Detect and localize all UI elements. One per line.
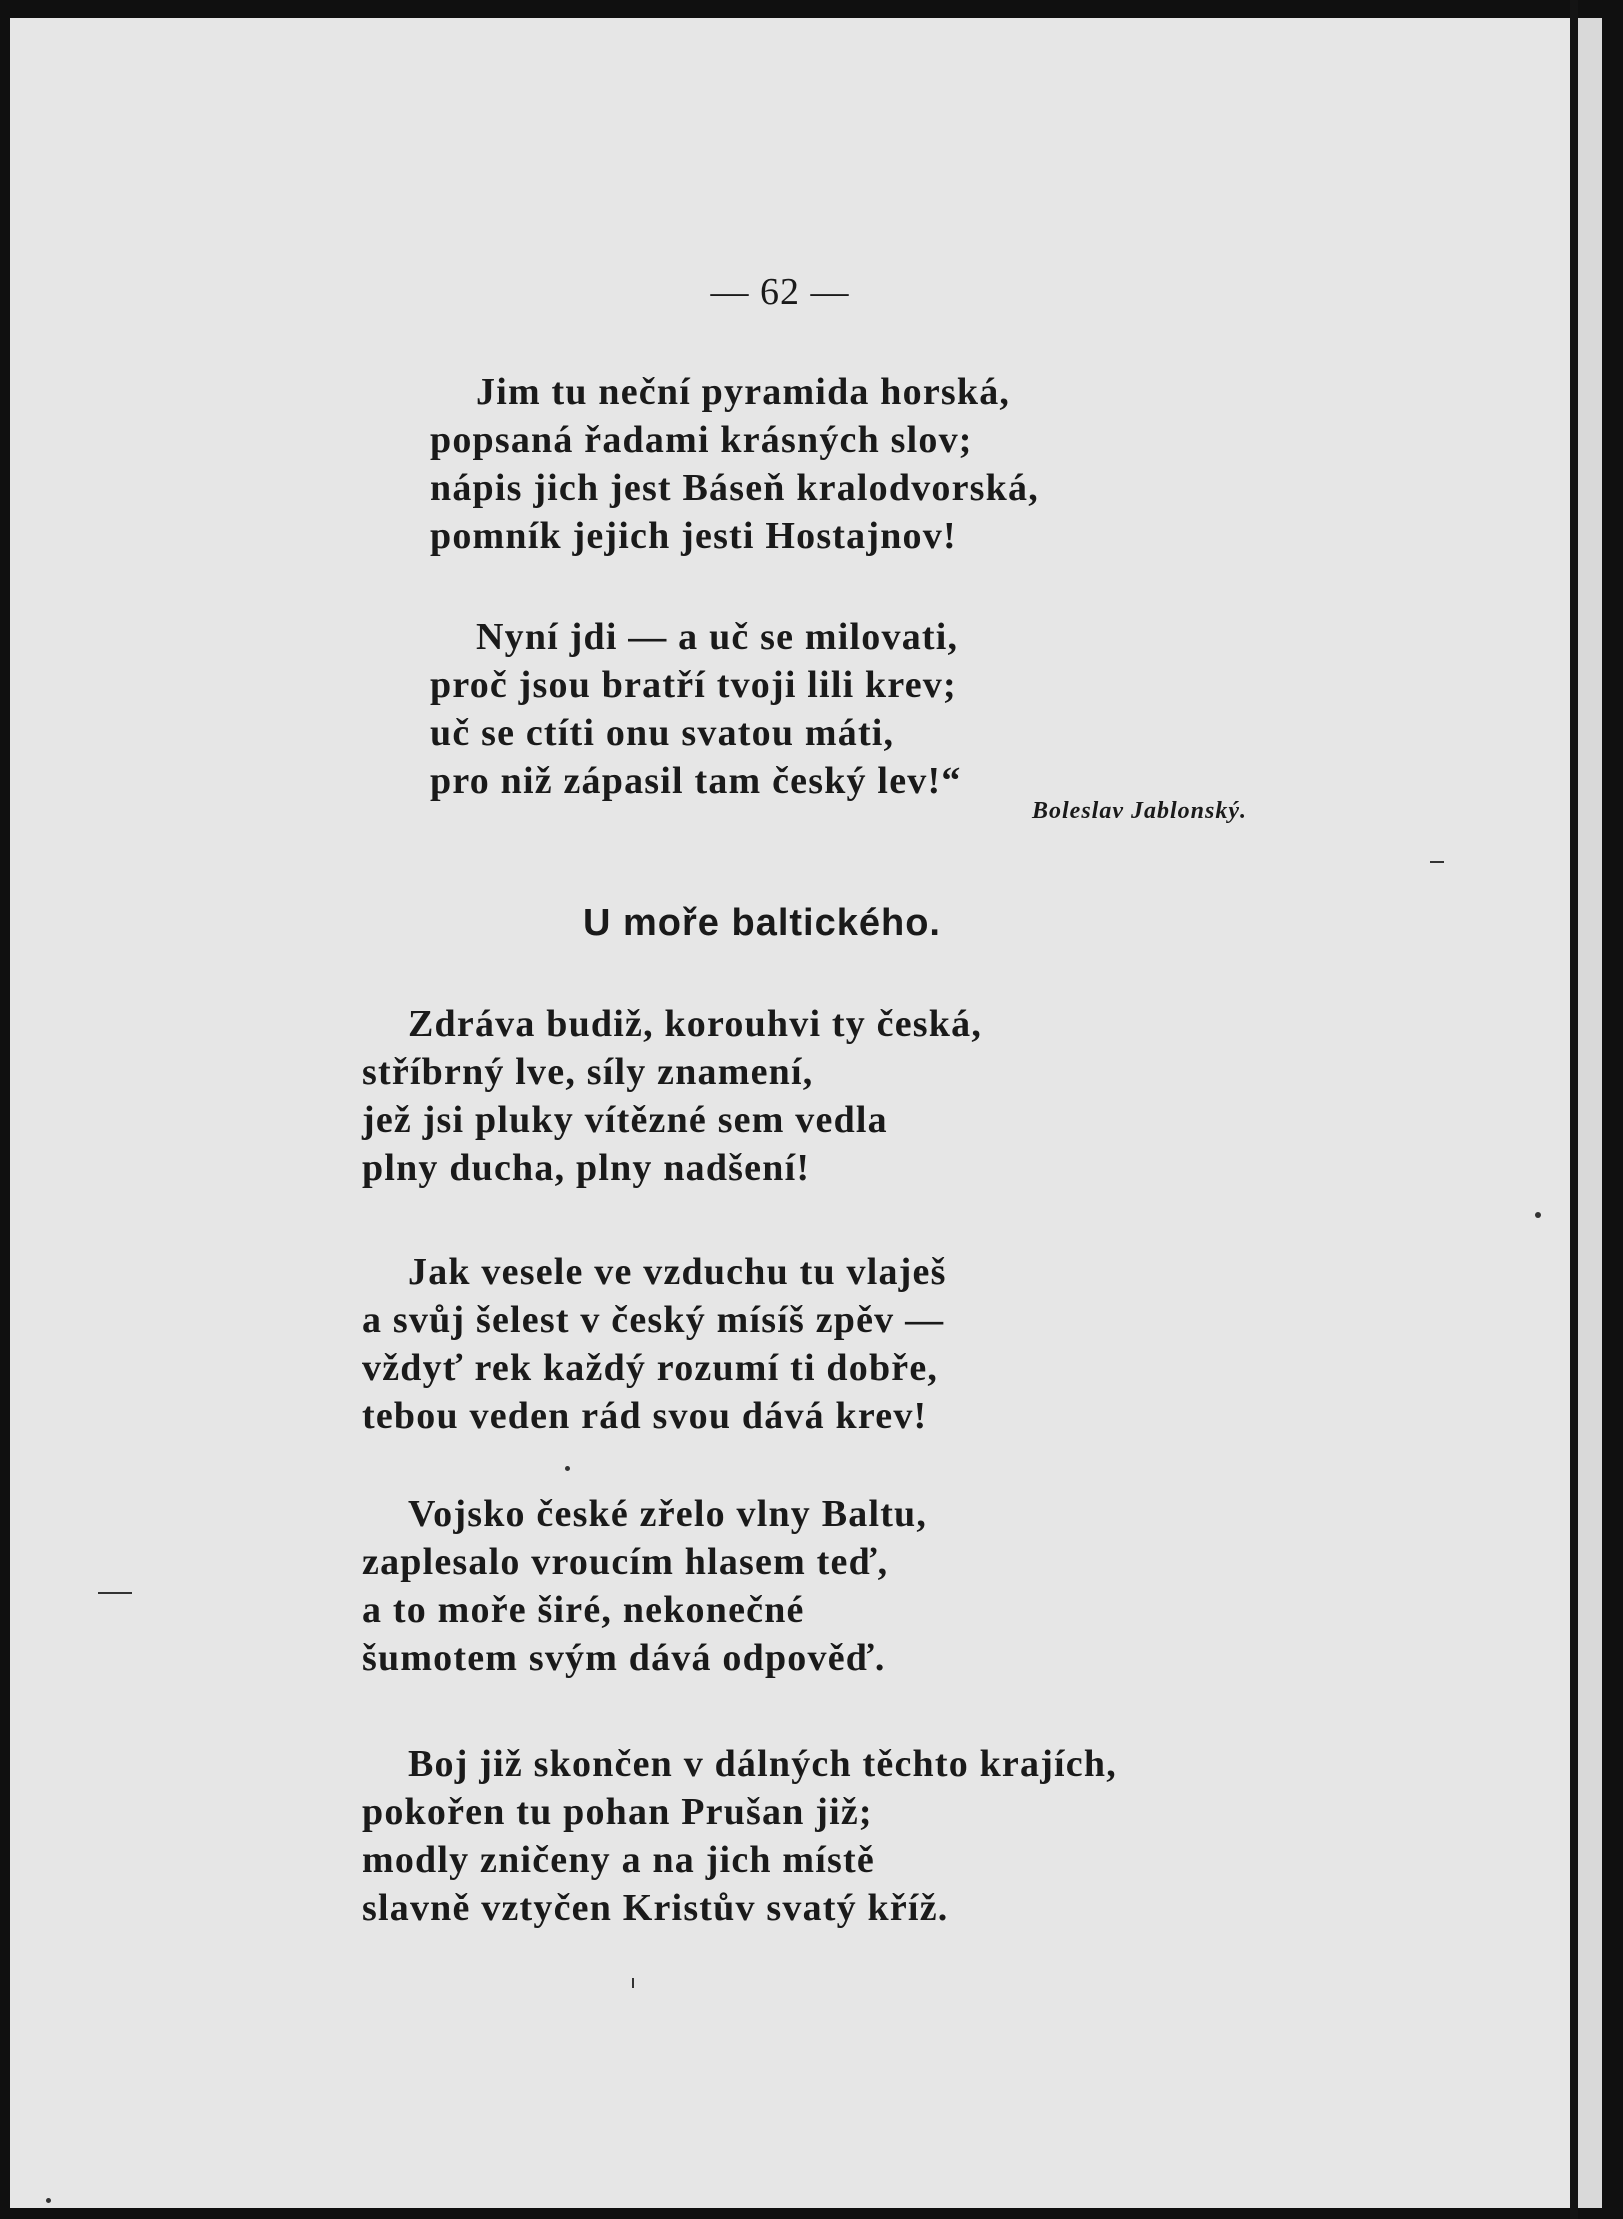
author-signature: Boleslav Jablonský. <box>1032 798 1247 824</box>
poem-title: U moře baltického. <box>583 902 941 944</box>
speck-mark <box>98 1592 132 1594</box>
poem2-stanza-3 <box>362 1490 927 1682</box>
verse-line: jež jsi pluky vítězné sem vedla <box>362 1099 888 1141</box>
speck-mark <box>1535 1212 1541 1218</box>
poem1-stanza-1 <box>430 368 1039 560</box>
speck-mark <box>46 2198 51 2203</box>
verse-line: proč jsou bratří tvoji lili krev; <box>430 664 957 706</box>
poem1-stanza-2 <box>430 613 962 805</box>
poem2-stanza-4 <box>362 1740 1117 1932</box>
verse-line: pro niž zápasil tam český lev!“ <box>430 760 962 802</box>
verse-line: Zdráva budiž, korouhvi ty česká, <box>408 1003 983 1045</box>
verse-line: Nyní jdi — a uč se milovati, <box>476 616 959 658</box>
verse-line: popsaná řadami krásných slov; <box>430 419 973 461</box>
verse-line: tebou veden rád svou dává krev! <box>362 1395 928 1437</box>
verse-line: uč se ctíti onu svatou máti, <box>430 712 895 754</box>
verse-line: zaplesalo vroucím hlasem teď, <box>362 1541 889 1583</box>
verse-line: Jim tu neční pyramida horská, <box>476 371 1011 413</box>
verse-line: Jak vesele ve vzduchu tu vlaješ <box>408 1251 947 1293</box>
poem2-stanza-2 <box>362 1248 947 1440</box>
verse-line: nápis jich jest Báseň kralodvorská, <box>430 467 1039 509</box>
speck-mark <box>1430 861 1444 863</box>
verse-line: plny ducha, plny nadšení! <box>362 1147 811 1189</box>
verse-line: Vojsko české zřelo vlny Baltu, <box>408 1493 928 1535</box>
verse-line: stříbrný lve, síly znamení, <box>362 1051 814 1093</box>
verse-line: vždyť rek každý rozumí ti dobře, <box>362 1347 939 1389</box>
verse-line: šumotem svým dává odpověď. <box>362 1637 886 1679</box>
page-number: — 62 — <box>710 271 850 313</box>
verse-line: a svůj šelest v český mísíš zpěv — <box>362 1299 945 1341</box>
verse-line: modly zničeny a na jich místě <box>362 1839 875 1881</box>
verse-line: pomník jejich jesti Hostajnov! <box>430 515 957 557</box>
poem2-stanza-1 <box>362 1000 982 1192</box>
verse-line: a to moře širé, nekonečné <box>362 1589 805 1631</box>
speck-mark <box>565 1466 570 1471</box>
book-page <box>10 18 1570 2208</box>
scan-border-strip <box>1578 18 1602 2208</box>
scan-border <box>1570 0 1578 2219</box>
verse-line: slavně vztyčen Kristův svatý kříž. <box>362 1887 949 1929</box>
speck-mark <box>632 1978 634 1988</box>
verse-line: pokořen tu pohan Prušan již; <box>362 1791 873 1833</box>
verse-line: Boj již skončen v dálných těchto krajích, <box>408 1743 1117 1785</box>
